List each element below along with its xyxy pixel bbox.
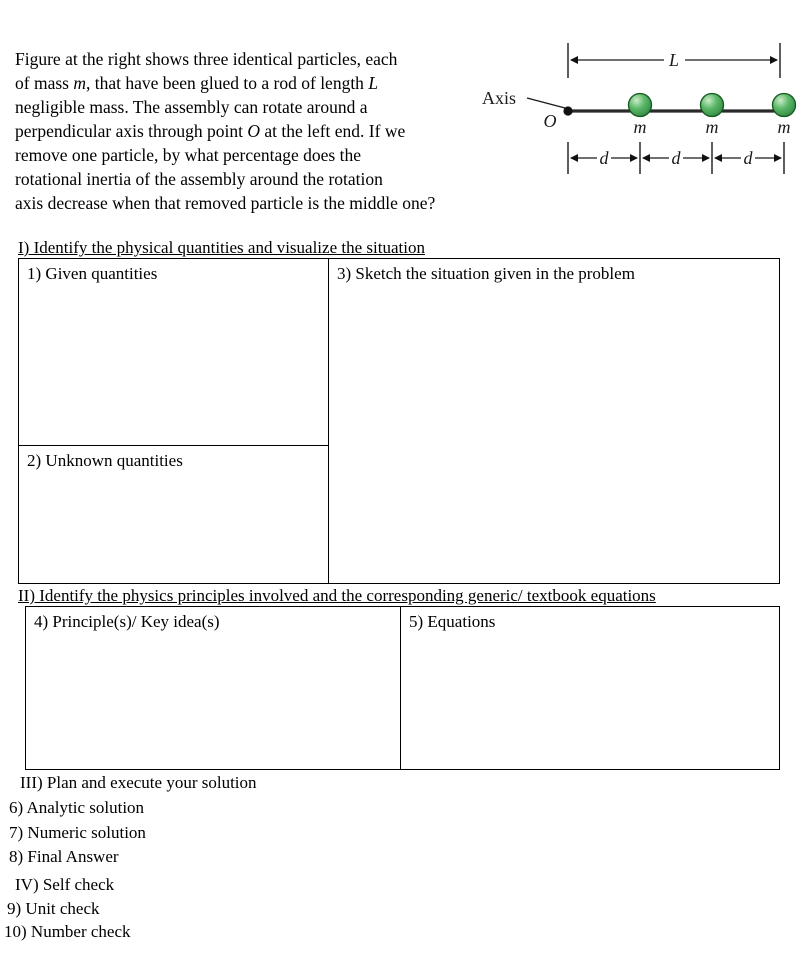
axis-label: Axis (482, 88, 517, 108)
problem-statement: Figure at the right shows three identical particles, each of mass m, that have been glued to a rod of length L negligible mass. The assembly can rotate around a perpendicular axis through point O at the left end. If we remove one particle, by what percentage does the rotational inertia of the assembly around the rotation axis decrease when that removed particle is the middle one? (15, 49, 436, 213)
particle-1 (629, 94, 652, 117)
principles-cell[interactable] (26, 607, 401, 769)
quantities-table (18, 258, 780, 584)
section-3-heading: III) Plan and execute your solution (20, 773, 257, 792)
unknown-quantities-cell[interactable] (19, 446, 329, 583)
item-final-answer: 8) Final Answer (9, 847, 119, 866)
section-2-heading: II) Identify the physics principles involved and the corresponding generic/ textbook equations (18, 586, 656, 605)
mass-label-2: m (705, 117, 719, 137)
distance-label-1: d (599, 148, 609, 168)
item-number-check: 10) Number check (4, 922, 131, 941)
origin-label: O (543, 111, 557, 131)
section-4-heading: IV) Self check (15, 875, 115, 894)
given-quantities-cell[interactable] (19, 259, 329, 446)
pivot-point (563, 106, 572, 115)
equations-cell[interactable] (401, 607, 779, 769)
mass-label-1: m (633, 117, 647, 137)
distance-label-3: d (743, 148, 753, 168)
sketch-label: 3) Sketch the situation given in the problem (337, 264, 635, 283)
rod-diagram (478, 36, 810, 188)
sketch-cell[interactable] (329, 259, 779, 583)
item-numeric-solution: 7) Numeric solution (9, 823, 146, 842)
principles-table (25, 606, 780, 770)
equations-label: 5) Equations (409, 612, 496, 631)
mass-label-3: m (777, 117, 791, 137)
axis-pointer-line (527, 98, 565, 108)
item-analytic-solution: 6) Analytic solution (9, 798, 145, 817)
section-1-heading: I) Identify the physical quantities and visualize the situation (18, 238, 425, 257)
distance-label-2: d (671, 148, 681, 168)
unknown-quantities-label: 2) Unknown quantities (27, 451, 183, 470)
particle-2 (701, 94, 724, 117)
particle-3 (773, 94, 796, 117)
item-unit-check: 9) Unit check (7, 899, 100, 918)
length-label: L (668, 50, 680, 70)
given-quantities-label: 1) Given quantities (27, 264, 158, 283)
principles-label: 4) Principle(s)/ Key idea(s) (34, 612, 220, 631)
